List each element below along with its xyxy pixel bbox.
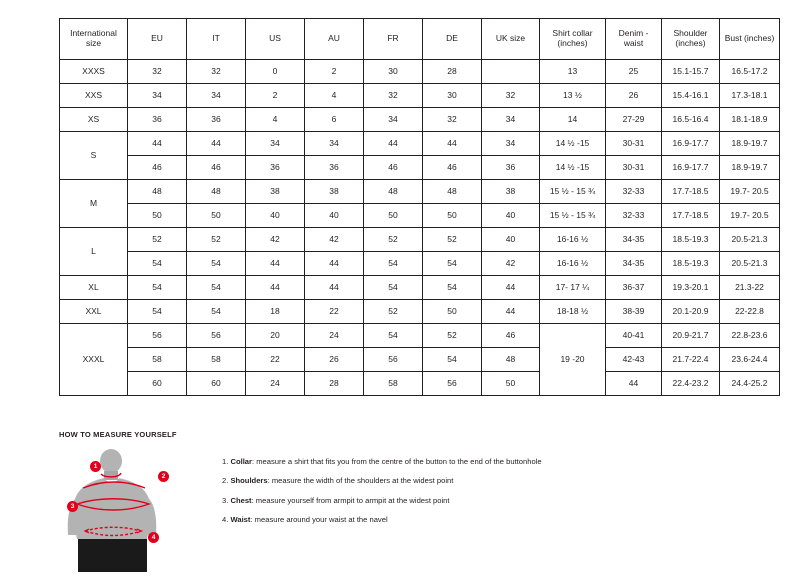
cell-shirt-collar: 14 ½ -15 — [540, 132, 606, 156]
cell-9: 16.9-17.7 — [662, 132, 720, 156]
cell-1: 36 — [187, 108, 246, 132]
measure-step-number: 1. — [222, 457, 229, 466]
cell-international-size: S — [60, 132, 128, 180]
cell-6: 48 — [482, 348, 540, 372]
cell-8: 44 — [606, 372, 662, 396]
cell-9: 20.9-21.7 — [662, 324, 720, 348]
marker-4-waist: 4 — [148, 532, 159, 543]
cell-9: 18.5-19.3 — [662, 228, 720, 252]
cell-2: 36 — [246, 156, 305, 180]
cell-9: 16.5-16.4 — [662, 108, 720, 132]
cell-10: 16.5-17.2 — [720, 60, 780, 84]
cell-international-size: L — [60, 228, 128, 276]
cell-8: 38-39 — [606, 300, 662, 324]
cell-10: 21.3-22 — [720, 276, 780, 300]
cell-10: 18.1-18.9 — [720, 108, 780, 132]
cell-8: 30-31 — [606, 132, 662, 156]
cell-5: 46 — [423, 156, 482, 180]
cell-shirt-collar: 13 — [540, 60, 606, 84]
cell-shirt-collar: 16-16 ½ — [540, 252, 606, 276]
cell-4: 54 — [364, 324, 423, 348]
cell-0: 46 — [128, 156, 187, 180]
table-row — [60, 276, 780, 300]
cell-4: 48 — [364, 180, 423, 204]
cell-3: 28 — [305, 372, 364, 396]
table-row — [60, 228, 780, 252]
cell-6: 40 — [482, 228, 540, 252]
cell-4: 54 — [364, 252, 423, 276]
measure-step-number: 3. — [222, 495, 229, 505]
cell-10: 17.3-18.1 — [720, 84, 780, 108]
cell-0: 44 — [128, 132, 187, 156]
cell-shirt-collar: 16-16 ½ — [540, 228, 606, 252]
measure-step — [222, 476, 542, 486]
column-header-6: DE — [423, 19, 482, 60]
cell-shirt-collar: 13 ½ — [540, 84, 606, 108]
column-header-2: IT — [187, 19, 246, 60]
cell-1: 60 — [187, 372, 246, 396]
measure-step-label: Collar — [230, 457, 252, 466]
cell-2: 42 — [246, 228, 305, 252]
cell-0: 54 — [128, 300, 187, 324]
measure-body — [59, 447, 739, 577]
cell-international-size: XXS — [60, 84, 128, 108]
cell-1: 54 — [187, 276, 246, 300]
cell-4: 50 — [364, 204, 423, 228]
cell-8: 32-33 — [606, 180, 662, 204]
column-header-9: Denim - waist — [606, 19, 662, 60]
cell-1: 54 — [187, 252, 246, 276]
cell-9: 17.7-18.5 — [662, 180, 720, 204]
cell-1: 58 — [187, 348, 246, 372]
cell-0: 32 — [128, 60, 187, 84]
cell-shirt-collar: 15 ½ - 15 ¾ — [540, 204, 606, 228]
cell-2: 2 — [246, 84, 305, 108]
cell-shirt-collar: 15 ½ - 15 ¾ — [540, 180, 606, 204]
cell-10: 22.8-23.6 — [720, 324, 780, 348]
cell-8: 34-35 — [606, 252, 662, 276]
cell-9: 22.4-23.2 — [662, 372, 720, 396]
cell-4: 30 — [364, 60, 423, 84]
cell-3: 44 — [305, 276, 364, 300]
cell-4: 46 — [364, 156, 423, 180]
cell-1: 44 — [187, 132, 246, 156]
cell-4: 32 — [364, 84, 423, 108]
cell-5: 54 — [423, 252, 482, 276]
cell-0: 48 — [128, 180, 187, 204]
cell-5: 52 — [423, 324, 482, 348]
cell-1: 48 — [187, 180, 246, 204]
cell-0: 34 — [128, 84, 187, 108]
table-row — [60, 372, 780, 396]
cell-2: 44 — [246, 252, 305, 276]
header-row — [60, 19, 780, 60]
column-header-3: US — [246, 19, 305, 60]
cell-5: 54 — [423, 348, 482, 372]
cell-shirt-collar: 19 -20 — [540, 324, 606, 396]
cell-3: 4 — [305, 84, 364, 108]
cell-9: 17.7-18.5 — [662, 204, 720, 228]
measure-step-number: 2. — [222, 476, 229, 486]
cell-9: 15.1-15.7 — [662, 60, 720, 84]
table-row — [60, 324, 780, 348]
cell-6: 32 — [482, 84, 540, 108]
cell-10: 24.4-25.2 — [720, 372, 780, 396]
cell-2: 22 — [246, 348, 305, 372]
cell-5: 54 — [423, 276, 482, 300]
table-row — [60, 204, 780, 228]
table-body — [60, 60, 780, 396]
cell-2: 38 — [246, 180, 305, 204]
cell-1: 54 — [187, 300, 246, 324]
cell-4: 56 — [364, 348, 423, 372]
cell-0: 58 — [128, 348, 187, 372]
table-row — [60, 252, 780, 276]
cell-4: 44 — [364, 132, 423, 156]
measure-step-text: : measure around your waist at the navel — [250, 514, 388, 524]
cell-5: 50 — [423, 300, 482, 324]
column-header-0: International size — [60, 19, 128, 60]
cell-3: 44 — [305, 252, 364, 276]
table-header — [60, 19, 780, 60]
cell-2: 34 — [246, 132, 305, 156]
cell-3: 40 — [305, 204, 364, 228]
cell-3: 34 — [305, 132, 364, 156]
cell-8: 32-33 — [606, 204, 662, 228]
cell-5: 44 — [423, 132, 482, 156]
cell-10: 23.6-24.4 — [720, 348, 780, 372]
cell-3: 36 — [305, 156, 364, 180]
cell-1: 34 — [187, 84, 246, 108]
cell-6: 44 — [482, 276, 540, 300]
table-row — [60, 84, 780, 108]
cell-3: 24 — [305, 324, 364, 348]
marker-2-shoulders: 2 — [158, 471, 169, 482]
cell-6 — [482, 60, 540, 84]
column-header-1: EU — [128, 19, 187, 60]
cell-8: 34-35 — [606, 228, 662, 252]
cell-international-size: XS — [60, 108, 128, 132]
cell-9: 16.9-17.7 — [662, 156, 720, 180]
cell-10: 19.7- 20.5 — [720, 204, 780, 228]
cell-1: 56 — [187, 324, 246, 348]
cell-1: 50 — [187, 204, 246, 228]
cell-10: 18.9-19.7 — [720, 156, 780, 180]
size-chart-table — [59, 18, 780, 396]
measure-step-label: Chest — [230, 495, 252, 505]
table-row — [60, 60, 780, 84]
torso-diagram-svg — [59, 447, 174, 577]
cell-international-size: XXXL — [60, 324, 128, 396]
cell-0: 50 — [128, 204, 187, 228]
cell-9: 15.4-16.1 — [662, 84, 720, 108]
measure-step-text: : measure a shirt that fits you from the centre of the button to the end of the buttonhole — [252, 457, 542, 466]
cell-10: 18.9-19.7 — [720, 132, 780, 156]
cell-6: 44 — [482, 300, 540, 324]
cell-2: 44 — [246, 276, 305, 300]
cell-5: 50 — [423, 204, 482, 228]
measure-step-number: 4. — [222, 514, 229, 524]
cell-4: 52 — [364, 228, 423, 252]
measure-step-label: Waist — [230, 514, 251, 524]
cell-5: 28 — [423, 60, 482, 84]
cell-2: 20 — [246, 324, 305, 348]
table-row — [60, 348, 780, 372]
cell-4: 58 — [364, 372, 423, 396]
cell-2: 0 — [246, 60, 305, 84]
cell-0: 54 — [128, 276, 187, 300]
cell-4: 34 — [364, 108, 423, 132]
cell-2: 4 — [246, 108, 305, 132]
cell-6: 34 — [482, 132, 540, 156]
cell-3: 38 — [305, 180, 364, 204]
table-row — [60, 132, 780, 156]
cell-9: 21.7-22.4 — [662, 348, 720, 372]
cell-10: 20.5-21.3 — [720, 252, 780, 276]
column-header-7: UK size — [482, 19, 540, 60]
cell-international-size: XXXS — [60, 60, 128, 84]
cell-6: 40 — [482, 204, 540, 228]
cell-1: 32 — [187, 60, 246, 84]
cell-5: 56 — [423, 372, 482, 396]
column-header-8: Shirt collar (inches) — [540, 19, 606, 60]
cell-6: 42 — [482, 252, 540, 276]
table-row — [60, 180, 780, 204]
cell-1: 46 — [187, 156, 246, 180]
cell-8: 40-41 — [606, 324, 662, 348]
cell-6: 46 — [482, 324, 540, 348]
cell-international-size: XL — [60, 276, 128, 300]
cell-shirt-collar: 18-18 ½ — [540, 300, 606, 324]
measure-step-label: Shoulders — [230, 476, 268, 486]
table-row — [60, 156, 780, 180]
cell-4: 54 — [364, 276, 423, 300]
cell-shirt-collar: 14 — [540, 108, 606, 132]
cell-2: 40 — [246, 204, 305, 228]
cell-5: 52 — [423, 228, 482, 252]
column-header-5: FR — [364, 19, 423, 60]
cell-10: 20.5-21.3 — [720, 228, 780, 252]
cell-8: 25 — [606, 60, 662, 84]
measure-steps-list — [222, 447, 542, 534]
cell-6: 34 — [482, 108, 540, 132]
cell-8: 36-37 — [606, 276, 662, 300]
cell-6: 38 — [482, 180, 540, 204]
column-header-10: Shoulder (inches) — [662, 19, 720, 60]
cell-8: 26 — [606, 84, 662, 108]
table-row — [60, 300, 780, 324]
cell-10: 19.7- 20.5 — [720, 180, 780, 204]
cell-3: 22 — [305, 300, 364, 324]
cell-shirt-collar: 14 ½ -15 — [540, 156, 606, 180]
cell-shirt-collar: 17- 17 ¼ — [540, 276, 606, 300]
measure-step-text: : measure yourself from armpit to armpit at the widest point — [251, 495, 450, 505]
cell-6: 50 — [482, 372, 540, 396]
measure-step — [222, 496, 542, 506]
cell-5: 30 — [423, 84, 482, 108]
measure-step — [222, 515, 542, 525]
cell-9: 19.3-20.1 — [662, 276, 720, 300]
measure-step-text: : measure the width of the shoulders at the widest point — [267, 476, 454, 486]
cell-3: 42 — [305, 228, 364, 252]
cell-8: 30-31 — [606, 156, 662, 180]
cell-2: 24 — [246, 372, 305, 396]
cell-2: 18 — [246, 300, 305, 324]
cell-international-size: XXL — [60, 300, 128, 324]
body-figure-illustration — [59, 447, 174, 577]
table-row — [60, 108, 780, 132]
cell-4: 52 — [364, 300, 423, 324]
marker-3-chest: 3 — [67, 501, 78, 512]
cell-3: 2 — [305, 60, 364, 84]
marker-1-collar: 1 — [90, 461, 101, 472]
cell-6: 36 — [482, 156, 540, 180]
cell-3: 6 — [305, 108, 364, 132]
cell-1: 52 — [187, 228, 246, 252]
column-header-4: AU — [305, 19, 364, 60]
cell-0: 52 — [128, 228, 187, 252]
cell-3: 26 — [305, 348, 364, 372]
cell-5: 48 — [423, 180, 482, 204]
cell-0: 56 — [128, 324, 187, 348]
cell-0: 36 — [128, 108, 187, 132]
measure-step — [222, 457, 542, 467]
cell-9: 20.1-20.9 — [662, 300, 720, 324]
how-to-measure-section — [59, 430, 739, 577]
column-header-11: Bust (inches) — [720, 19, 780, 60]
measure-title: HOW TO MEASURE YOURSELF — [59, 430, 177, 439]
cell-8: 42-43 — [606, 348, 662, 372]
cell-0: 60 — [128, 372, 187, 396]
cell-9: 18.5-19.3 — [662, 252, 720, 276]
cell-8: 27-29 — [606, 108, 662, 132]
cell-0: 54 — [128, 252, 187, 276]
cell-5: 32 — [423, 108, 482, 132]
cell-10: 22-22.8 — [720, 300, 780, 324]
cell-international-size: M — [60, 180, 128, 228]
